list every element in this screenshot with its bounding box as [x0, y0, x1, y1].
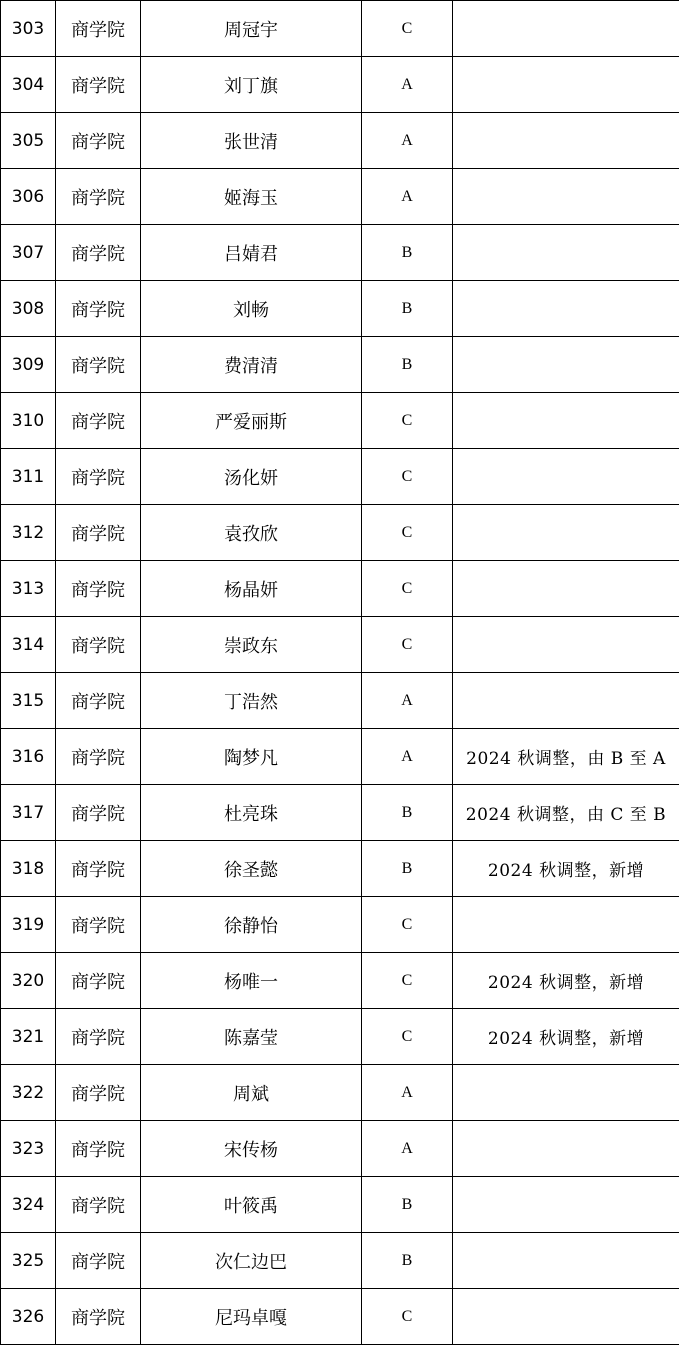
- row-number: 309: [1, 337, 56, 393]
- note-cell: [453, 561, 679, 617]
- table-row: [1, 1177, 679, 1233]
- row-number: 322: [1, 1065, 56, 1121]
- department-cell: 商学院: [56, 841, 141, 897]
- name-cell: 袁孜欣: [141, 505, 362, 561]
- grade-cell: B: [362, 225, 453, 281]
- note-cell: [453, 617, 679, 673]
- table-row: [1, 1121, 679, 1177]
- table-row: [1, 1289, 679, 1345]
- grade-cell: A: [362, 729, 453, 785]
- grade-cell: C: [362, 393, 453, 449]
- department-cell: 商学院: [56, 169, 141, 225]
- row-number: 326: [1, 1289, 56, 1345]
- name-cell: 陈嘉莹: [141, 1009, 362, 1065]
- department-cell: 商学院: [56, 1177, 141, 1233]
- department-cell: 商学院: [56, 1, 141, 57]
- row-number: 306: [1, 169, 56, 225]
- department-cell: 商学院: [56, 729, 141, 785]
- name-cell: 尼玛卓嘎: [141, 1289, 362, 1345]
- table-row: [1, 1065, 679, 1121]
- table-row: [1, 1, 679, 57]
- row-number: 320: [1, 953, 56, 1009]
- grade-cell: A: [362, 57, 453, 113]
- table-row: [1, 673, 679, 729]
- table-row: [1, 617, 679, 673]
- note-cell: [453, 1121, 679, 1177]
- table-row: [1, 169, 679, 225]
- table-row: [1, 561, 679, 617]
- department-cell: 商学院: [56, 337, 141, 393]
- table-row: [1, 281, 679, 337]
- row-number: 316: [1, 729, 56, 785]
- note-cell: [453, 337, 679, 393]
- row-number: 305: [1, 113, 56, 169]
- note-cell: [453, 225, 679, 281]
- row-number: 324: [1, 1177, 56, 1233]
- name-cell: 徐圣懿: [141, 841, 362, 897]
- department-cell: 商学院: [56, 505, 141, 561]
- row-number: 317: [1, 785, 56, 841]
- row-number: 313: [1, 561, 56, 617]
- row-number: 307: [1, 225, 56, 281]
- note-cell: 2024 秋调整，新增: [453, 1009, 679, 1065]
- note-cell: [453, 281, 679, 337]
- note-cell: [453, 393, 679, 449]
- name-cell: 张世清: [141, 113, 362, 169]
- table-row: [1, 897, 679, 953]
- department-cell: 商学院: [56, 785, 141, 841]
- row-number: 321: [1, 1009, 56, 1065]
- note-cell: [453, 673, 679, 729]
- name-cell: 严爱丽斯: [141, 393, 362, 449]
- name-cell: 次仁边巴: [141, 1233, 362, 1289]
- department-cell: 商学院: [56, 393, 141, 449]
- row-number: 310: [1, 393, 56, 449]
- grade-cell: C: [362, 561, 453, 617]
- grade-cell: B: [362, 337, 453, 393]
- name-cell: 丁浩然: [141, 673, 362, 729]
- name-cell: 周冠宇: [141, 1, 362, 57]
- grade-cell: C: [362, 617, 453, 673]
- name-cell: 汤化妍: [141, 449, 362, 505]
- grade-cell: A: [362, 113, 453, 169]
- grade-cell: C: [362, 897, 453, 953]
- note-cell: [453, 1289, 679, 1345]
- name-cell: 叶筱禹: [141, 1177, 362, 1233]
- name-cell: 周斌: [141, 1065, 362, 1121]
- row-number: 319: [1, 897, 56, 953]
- table-row: [1, 113, 679, 169]
- note-cell: [453, 57, 679, 113]
- name-cell: 姬海玉: [141, 169, 362, 225]
- name-cell: 崇政东: [141, 617, 362, 673]
- note-cell: 2024 秋调整，新增: [453, 841, 679, 897]
- grade-cell: B: [362, 785, 453, 841]
- note-cell: [453, 1233, 679, 1289]
- department-cell: 商学院: [56, 113, 141, 169]
- row-number: 323: [1, 1121, 56, 1177]
- row-number: 312: [1, 505, 56, 561]
- table-row: [1, 1009, 679, 1065]
- note-cell: 2024 秋调整，新增: [453, 953, 679, 1009]
- name-cell: 刘丁旗: [141, 57, 362, 113]
- grade-cell: B: [362, 281, 453, 337]
- table-row: [1, 57, 679, 113]
- grade-cell: C: [362, 505, 453, 561]
- name-cell: 杨晶妍: [141, 561, 362, 617]
- note-cell: [453, 1065, 679, 1121]
- table-row: [1, 729, 679, 785]
- department-cell: 商学院: [56, 1065, 141, 1121]
- table-row: [1, 449, 679, 505]
- department-cell: 商学院: [56, 1121, 141, 1177]
- name-cell: 杨唯一: [141, 953, 362, 1009]
- department-cell: 商学院: [56, 1009, 141, 1065]
- name-cell: 宋传杨: [141, 1121, 362, 1177]
- row-number: 314: [1, 617, 56, 673]
- department-cell: 商学院: [56, 561, 141, 617]
- name-cell: 刘畅: [141, 281, 362, 337]
- table-row: [1, 953, 679, 1009]
- table-row: [1, 225, 679, 281]
- row-number: 325: [1, 1233, 56, 1289]
- grade-cell: C: [362, 953, 453, 1009]
- department-cell: 商学院: [56, 449, 141, 505]
- note-cell: [453, 897, 679, 953]
- table-row: [1, 841, 679, 897]
- grade-cell: A: [362, 169, 453, 225]
- table-body: [1, 1, 679, 1345]
- name-cell: 徐静怡: [141, 897, 362, 953]
- grade-cell: C: [362, 449, 453, 505]
- table-row: [1, 505, 679, 561]
- department-cell: 商学院: [56, 281, 141, 337]
- grade-cell: B: [362, 841, 453, 897]
- department-cell: 商学院: [56, 617, 141, 673]
- grade-cell: B: [362, 1233, 453, 1289]
- note-cell: [453, 1, 679, 57]
- note-cell: 2024 秋调整，由 B 至 A: [453, 729, 679, 785]
- grade-cell: A: [362, 1121, 453, 1177]
- note-cell: [453, 169, 679, 225]
- row-number: 311: [1, 449, 56, 505]
- grade-cell: C: [362, 1009, 453, 1065]
- note-cell: [453, 449, 679, 505]
- name-cell: 陶梦凡: [141, 729, 362, 785]
- note-cell: [453, 505, 679, 561]
- department-cell: 商学院: [56, 57, 141, 113]
- department-cell: 商学院: [56, 953, 141, 1009]
- note-cell: [453, 113, 679, 169]
- table-row: [1, 337, 679, 393]
- department-cell: 商学院: [56, 673, 141, 729]
- name-cell: 杜亮珠: [141, 785, 362, 841]
- row-number: 308: [1, 281, 56, 337]
- note-cell: 2024 秋调整，由 C 至 B: [453, 785, 679, 841]
- name-cell: 费清清: [141, 337, 362, 393]
- department-cell: 商学院: [56, 897, 141, 953]
- row-number: 303: [1, 1, 56, 57]
- grade-cell: A: [362, 673, 453, 729]
- table-row: [1, 1233, 679, 1289]
- name-cell: 吕婧君: [141, 225, 362, 281]
- grade-cell: A: [362, 1065, 453, 1121]
- grade-cell: B: [362, 1177, 453, 1233]
- department-cell: 商学院: [56, 1289, 141, 1345]
- row-number: 318: [1, 841, 56, 897]
- grade-cell: C: [362, 1289, 453, 1345]
- department-cell: 商学院: [56, 225, 141, 281]
- grade-cell: C: [362, 1, 453, 57]
- department-cell: 商学院: [56, 1233, 141, 1289]
- row-number: 304: [1, 57, 56, 113]
- note-cell: [453, 1177, 679, 1233]
- row-number: 315: [1, 673, 56, 729]
- table-row: [1, 393, 679, 449]
- table-row: [1, 785, 679, 841]
